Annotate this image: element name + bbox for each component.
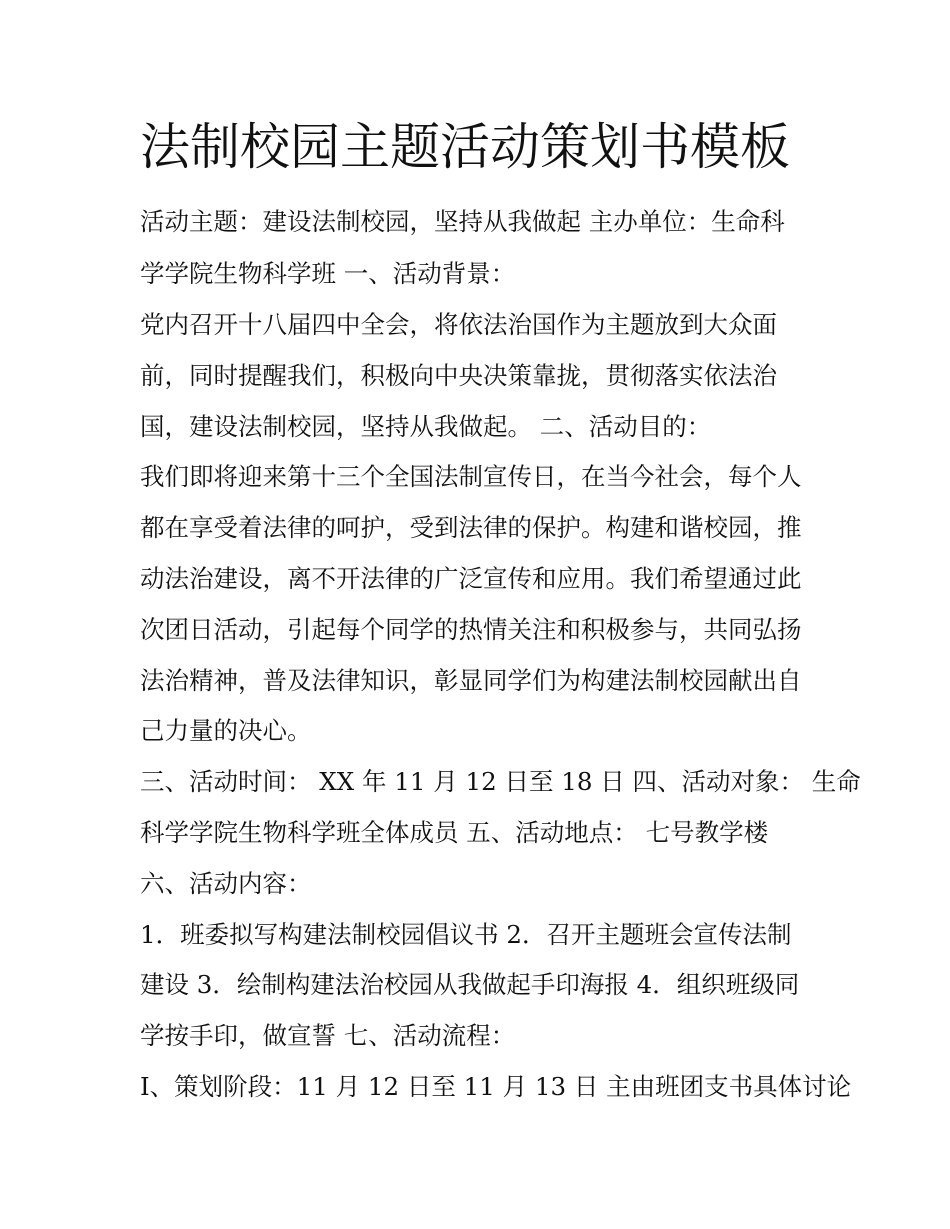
body-line: 三、活动时间： XX 年 11 月 12 日至 18 日 四、活动对象： 生命 — [140, 767, 861, 796]
body-line: 建设 3．绘制构建法治校园从我做起手印海报 4．组织班级同 — [140, 970, 800, 999]
body-line: 1．班委拟写构建法制校园倡议书 2．召开主题班会宣传法制 — [140, 920, 792, 949]
body-line: I、策划阶段：11 月 12 日至 11 月 13 日 主由班团支书具体讨论 — [140, 1072, 852, 1101]
body-line: 活动主题：建设法制校园，坚持从我做起 主办单位：生命科 — [140, 207, 785, 236]
document-title: 法制校园主题活动策划书模板 — [140, 118, 790, 176]
body-line: 党内召开十八届四中全会，将依法治国作为主题放到大众面 — [140, 310, 777, 339]
body-line: 国，建设法制校园，坚持从我做起。 二、活动目的： — [140, 412, 712, 441]
body-line: 我们即将迎来第十三个全国法制宣传日，在当今社会，每个人 — [140, 462, 802, 491]
body-line: 都在享受着法律的呵护，受到法律的保护。构建和谐校园，推 — [140, 513, 802, 542]
body-line: 己力量的决心。 — [140, 716, 312, 745]
body-line: 六、活动内容： — [140, 869, 312, 898]
body-line: 学按手印，做宣誓 七、活动流程： — [140, 1021, 516, 1050]
body-line: 法治精神，普及法律知识，彰显同学们为构建法制校园献出自 — [140, 666, 802, 695]
body-line: 动法治建设，离不开法律的广泛宣传和应用。我们希望通过此 — [140, 564, 802, 593]
body-line: 前，同时提醒我们，积极向中央决策靠拢，贯彻落实依法治 — [140, 361, 777, 390]
body-line: 次团日活动，引起每个同学的热情关注和积极参与，共同弘扬 — [140, 615, 802, 644]
body-line: 科学学院生物科学班全体成员 五、活动地点： 七号教学楼 — [140, 818, 769, 847]
body-line: 学学院生物科学班 一、活动背景： — [140, 259, 516, 288]
